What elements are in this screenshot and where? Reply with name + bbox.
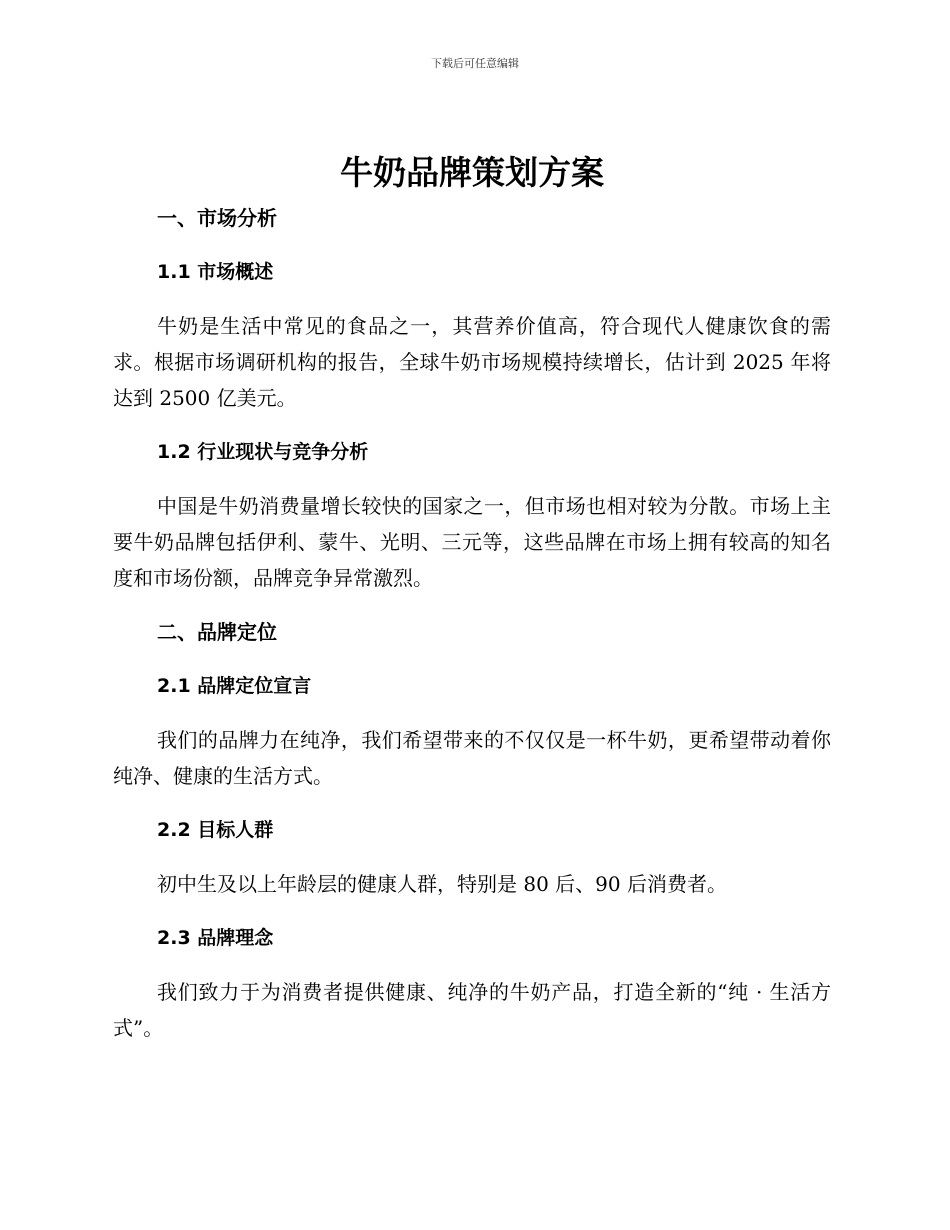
paragraph-positioning-statement: 我们的品牌力在纯净，我们希望带来的不仅仅是一杯牛奶，更希望带动着你纯净、健康的生活方式。	[113, 728, 831, 788]
subsection-heading-brand-philosophy: 2.3 品牌理念	[157, 927, 274, 949]
subsection-heading-target-audience: 2.2 目标人群	[157, 819, 274, 841]
paragraph-target-audience: 初中生及以上年龄层的健康人群，特别是 80 后、90 后消费者。	[157, 872, 727, 896]
section-heading-market-analysis: 一、市场分析	[157, 206, 277, 230]
subsection-heading-industry-competition: 1.2 行业现状与竞争分析	[157, 441, 369, 463]
paragraph-market-overview: 牛奶是生活中常见的食品之一，其营养价值高，符合现代人健康饮食的需求。根据市场调研机构的报告，全球牛奶市场规模持续增长，估计到 2025 年将达到 2500 亿美元。	[113, 314, 831, 410]
paragraph-brand-philosophy: 我们致力于为消费者提供健康、纯净的牛奶产品，打造全新的“纯 · 生活方式”。	[113, 980, 831, 1040]
paragraph-industry-competition: 中国是牛奶消费量增长较快的国家之一，但市场也相对较为分散。市场上主要牛奶品牌包括伊利、蒙牛、光明、三元等，这些品牌在市场上拥有较高的知名度和市场份额，品牌竞争异常激烈。	[113, 494, 831, 590]
header-note: 下载后可任意编辑	[431, 57, 519, 70]
section-heading-brand-positioning: 二、品牌定位	[157, 620, 277, 644]
document-title: 牛奶品牌策划方案	[340, 153, 604, 192]
subsection-heading-positioning-statement: 2.1 品牌定位宣言	[157, 675, 312, 697]
document-body	[113, 150, 831, 1068]
subsection-heading-market-overview: 1.1 市场概述	[157, 261, 274, 283]
